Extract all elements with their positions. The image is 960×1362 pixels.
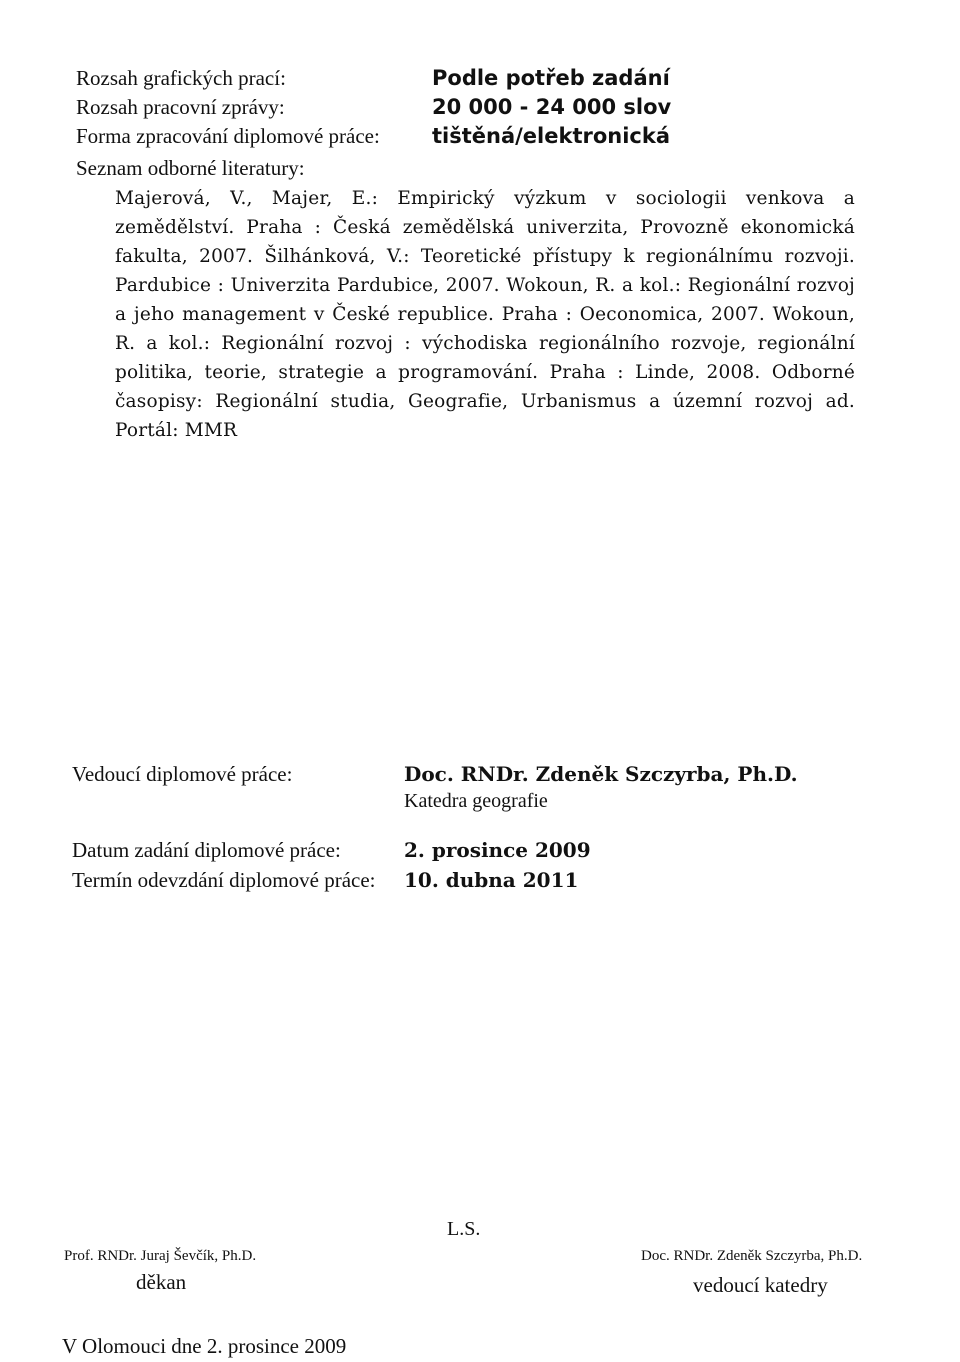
supervisor-label: Vedoucí diplomové práce: xyxy=(72,762,293,786)
report-scope-value: 20 000 - 24 000 slov xyxy=(432,95,672,119)
graphics-scope-value: Podle potřeb zadání xyxy=(432,66,670,90)
graphics-scope-label: Rozsah grafických prací: xyxy=(76,66,286,90)
department-head-role: vedoucí katedry xyxy=(693,1273,828,1297)
deadline-label: Termín odevzdání diplomové práce: xyxy=(72,868,376,892)
assigned-date-value: 2. prosince 2009 xyxy=(404,838,591,862)
literature-list: Majerová, V., Majer, E.: Empirický výzkum v sociologii venkova a zemědělství. Praha : Česká zemědělská univerzita, Provozně ekonomická fakulta, 2007. Šilhánková, V.: Teoretické přístupy k regionálnímu rozvoji. Pardubice : Univerzita Pardubice, 2007. Wokoun, R. a kol.: Regionální rozvoj a jeho management v České republice. Praha : Oeconomica, 2007. Wokoun, R. a kol.: Regionální rozvoj : východiska regionálního rozvoje, regionální politika, teorie, strategie a programování. Praha : Linde, 2008. Odborné časopisy: Regionální studia, Geografie, Urbanismus a územní rozvoj ad. Portál: MMR xyxy=(115,188,855,441)
supervisor-name: Doc. RNDr. Zdeněk Szczyrba, Ph.D. xyxy=(404,762,798,786)
supervisor-department: Katedra geografie xyxy=(404,790,548,812)
place-and-date: V Olomouci dne 2. prosince 2009 xyxy=(62,1334,347,1358)
dean-role: děkan xyxy=(136,1270,187,1294)
report-scope-label: Rozsah pracovní zprávy: xyxy=(76,95,285,119)
deadline-value: 10. dubna 2011 xyxy=(404,868,579,892)
literature-heading: Seznam odborné literatury: xyxy=(76,156,305,180)
dean-name: Prof. RNDr. Juraj Ševčík, Ph.D. xyxy=(64,1248,257,1264)
seal-mark: L.S. xyxy=(447,1218,481,1240)
thesis-form-value: tištěná/elektronická xyxy=(432,124,671,148)
assigned-date-label: Datum zadání diplomové práce: xyxy=(72,838,341,862)
thesis-form-label: Forma zpracování diplomové práce: xyxy=(76,124,380,148)
department-head-name: Doc. RNDr. Zdeněk Szczyrba, Ph.D. xyxy=(641,1248,863,1264)
